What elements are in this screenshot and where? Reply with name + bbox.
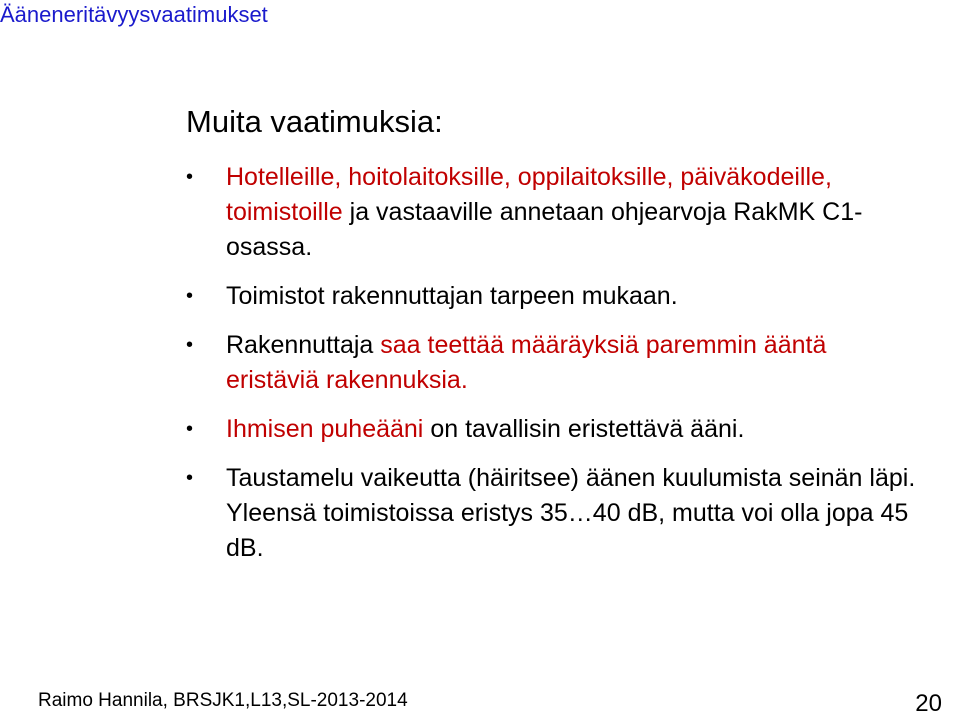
bullet-text: on tavallisin eristettävä ääni.: [423, 415, 745, 443]
footer-author: Raimo Hannila, BRSJK1,L13,SL-2013-2014: [38, 690, 408, 711]
bullet-dot-icon: •: [186, 285, 194, 307]
bullet-dot-icon: •: [186, 467, 194, 489]
bullet-text-highlight: Ihmisen puheääni: [226, 415, 424, 443]
header-title: Ääneneritävyysvaatimukset: [0, 2, 268, 27]
bullet-item: [186, 328, 926, 398]
bullet-list: [186, 160, 926, 580]
bullet-text: Taustamelu vaikeutta (häiritsee) äänen kuulumista seinän läpi. Yleensä toimistoissa eristys 35…40 dB, mutta voi olla jopa 45 dB.: [226, 464, 916, 562]
bullet-text: ja vastaaville annetaan ohjearvoja RakMK C1-osassa.: [226, 198, 863, 261]
slide-title: Muita vaatimuksia:: [186, 104, 443, 139]
bullet-text-highlight: saa teettää määräyksiä paremmin ääntä eristäviä rakennuksia.: [226, 331, 827, 394]
bullet-dot-icon: •: [186, 166, 194, 188]
page-number: 20: [915, 690, 942, 717]
bullet-text-highlight: Hotelleille, hoitolaitoksille, oppilaitoksille, päiväkodeille, toimistoille: [226, 163, 832, 226]
bullet-dot-icon: •: [186, 418, 194, 440]
bullet-item: [186, 160, 926, 265]
bullet-item: [186, 461, 926, 566]
bullet-dot-icon: •: [186, 334, 194, 356]
bullet-item: [186, 412, 926, 447]
bullet-text: Toimistot rakennuttajan tarpeen mukaan.: [226, 282, 678, 310]
bullet-text: Rakennuttaja: [226, 331, 381, 359]
bullet-item: [186, 279, 926, 314]
